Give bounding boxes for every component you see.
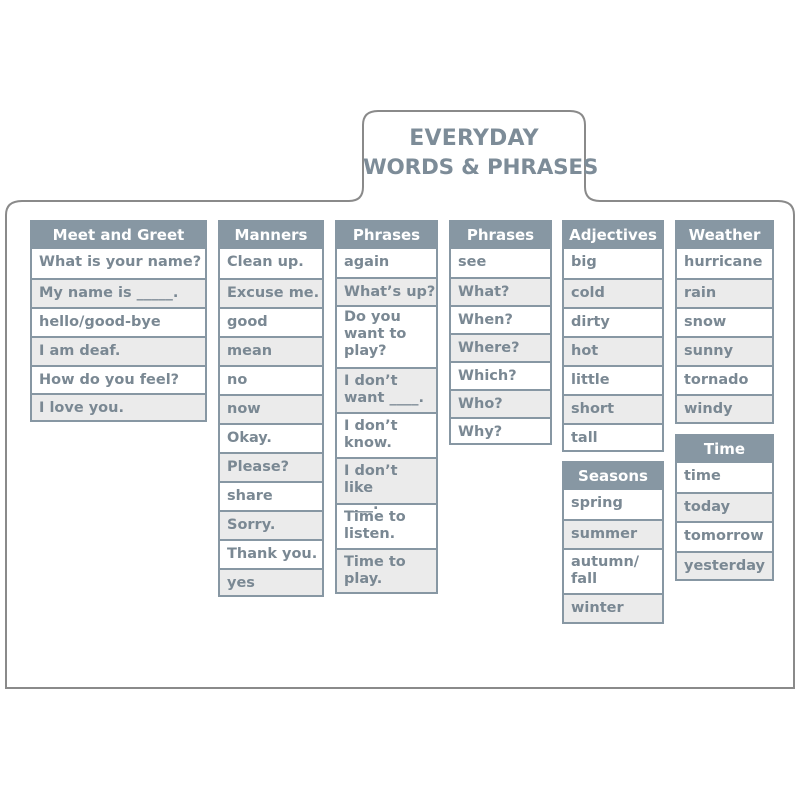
list-item: Who? [451,389,550,417]
list-item: Time to play. [337,548,436,592]
list-item: autumn/ fall [564,548,662,593]
list-item: tall [564,423,662,450]
list-item: Where? [451,333,550,361]
column-phrases-1 [335,220,438,594]
title-line-1: EVERYDAY [409,126,539,151]
list-item: Okay. [220,423,322,452]
list-item: I am deaf. [32,336,205,365]
list-item: winter [564,593,662,622]
column-phrases-2 [449,220,552,445]
list-item: big [564,249,662,278]
column-weather [675,220,774,424]
list-item: sunny [677,336,772,365]
list-item: Why? [451,417,550,443]
column-body [562,490,664,624]
column-header: Phrases [335,220,438,249]
list-item: tornado [677,365,772,394]
list-item: Sorry. [220,510,322,539]
column-header: Meet and Greet [30,220,207,249]
list-item: snow [677,307,772,336]
list-item: Clean up. [220,249,322,278]
list-item: Do you want to play? [337,305,436,367]
list-item: again [337,249,436,277]
column-time [675,434,774,581]
column-header: Seasons [562,461,664,490]
column-adjectives [562,220,664,452]
list-item: no [220,365,322,394]
column-body [562,249,664,452]
list-item: summer [564,519,662,548]
column-body [335,249,438,594]
column-body [449,249,552,445]
title-line-2: WORDS & PHRASES [363,155,599,180]
column-body [675,463,774,581]
list-item: little [564,365,662,394]
list-item: hurricane [677,249,772,278]
column-header: Phrases [449,220,552,249]
list-item: Thank you. [220,539,322,568]
list-item: What’s up? [337,277,436,305]
list-item: I love you. [32,393,205,420]
list-item: Please? [220,452,322,481]
list-item: I don’t want ____. [337,367,436,412]
list-item: Which? [451,361,550,389]
list-item: now [220,394,322,423]
list-item: Time to listen. [337,503,436,548]
list-item: rain [677,278,772,307]
list-item: What is your name? [32,249,205,278]
list-item: good [220,307,322,336]
column-header: Manners [218,220,324,249]
column-header: Adjectives [562,220,664,249]
list-item: cold [564,278,662,307]
list-item: My name is _____. [32,278,205,307]
list-item: Excuse me. [220,278,322,307]
list-item: When? [451,305,550,333]
column-meet-and-greet [30,220,207,422]
column-body [218,249,324,597]
list-item: hello/good-bye [32,307,205,336]
column-header: Weather [675,220,774,249]
list-item: share [220,481,322,510]
list-item: time [677,463,772,492]
list-item: How do you feel? [32,365,205,393]
column-header: Time [675,434,774,463]
list-item: spring [564,490,662,519]
list-item: see [451,249,550,277]
list-item: hot [564,336,662,365]
list-item: yes [220,568,322,595]
list-item: tomorrow [677,521,772,551]
column-manners [218,220,324,597]
list-item: yesterday [677,551,772,579]
list-item: windy [677,394,772,422]
column-body [30,249,207,422]
list-item: I don’t like ____. [337,457,436,503]
list-item: What? [451,277,550,305]
list-item: mean [220,336,322,365]
list-item: dirty [564,307,662,336]
list-item: I don’t know. [337,412,436,457]
column-body [675,249,774,424]
list-item: short [564,394,662,423]
list-item: today [677,492,772,521]
column-seasons [562,461,664,624]
